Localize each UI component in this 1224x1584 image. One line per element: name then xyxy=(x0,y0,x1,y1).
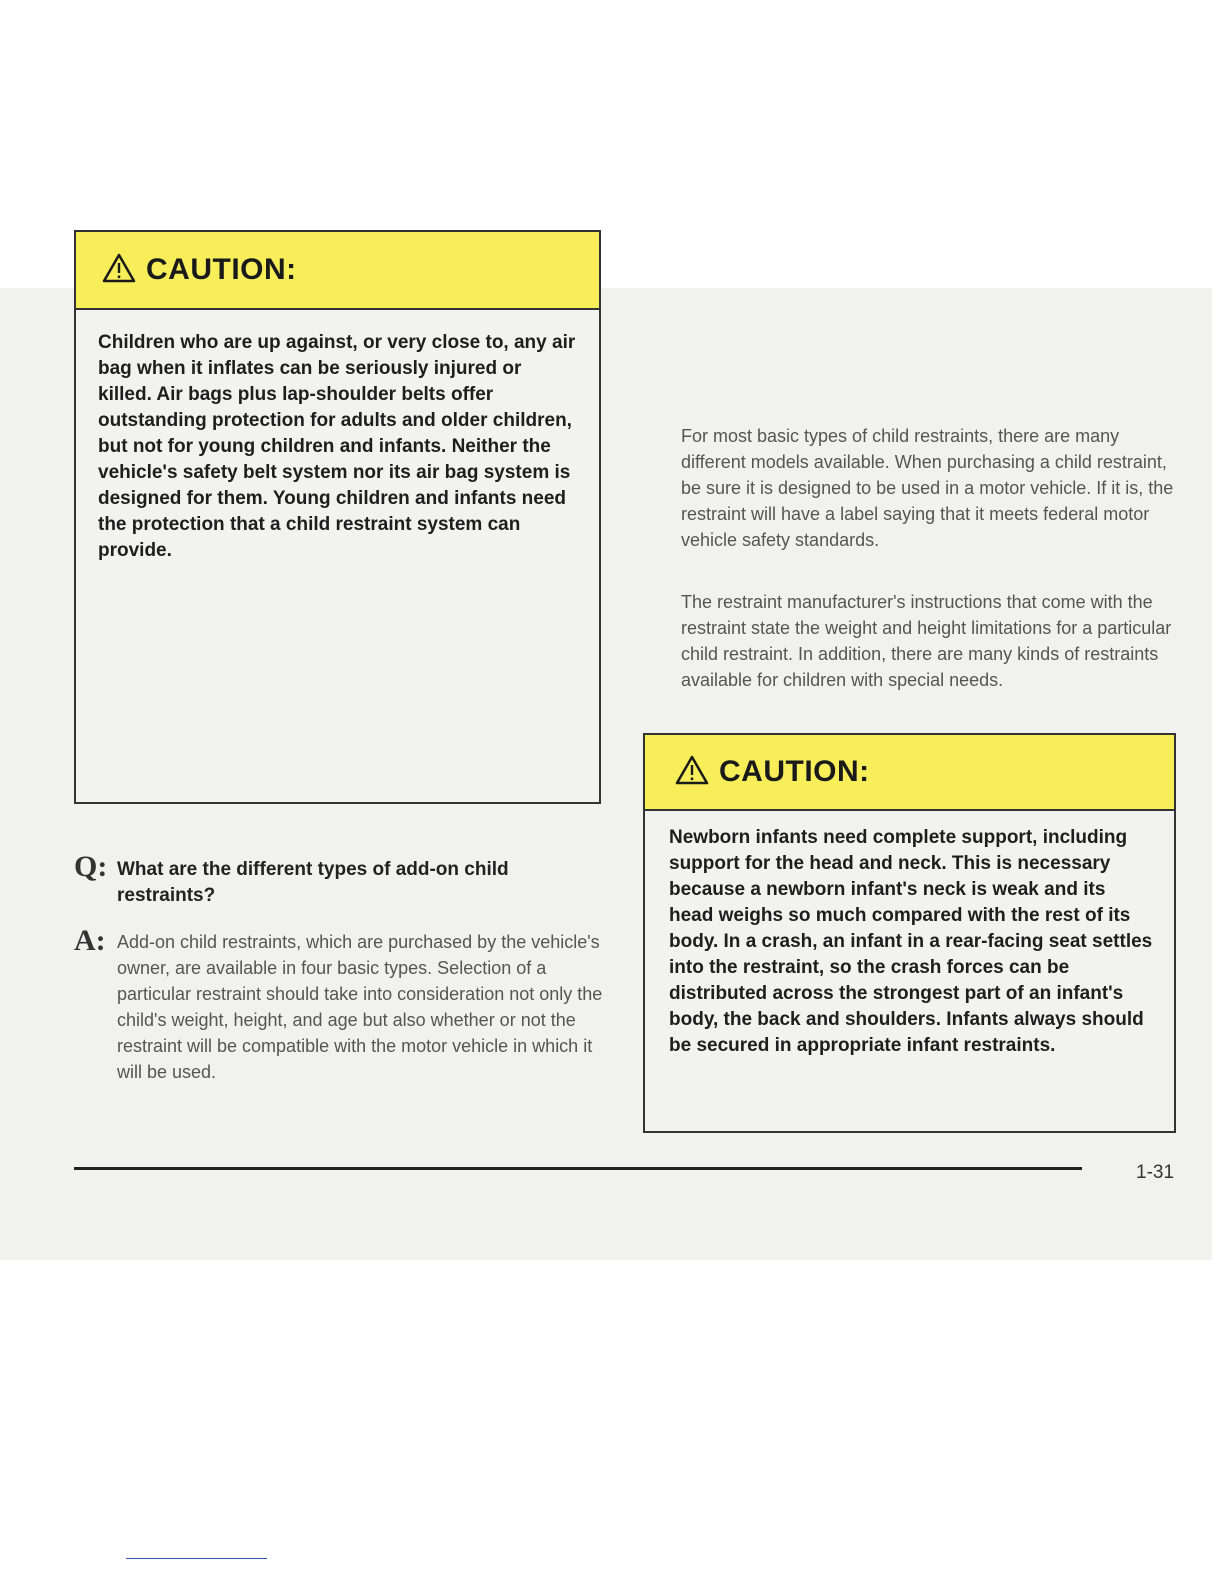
caution-box-air-bag xyxy=(74,230,601,804)
page-number: 1-31 xyxy=(1136,1162,1175,1183)
question-text: What are the different types of add-on child restraints? xyxy=(117,859,509,906)
caution-box-newborn xyxy=(643,733,1176,1133)
warning-triangle-icon xyxy=(102,253,136,288)
answer-letter: A: xyxy=(74,924,106,957)
caution-text: Children who are up against, or very close to, any air bag when it inflates can be seriously injured or killed. Air bags plus lap-shoulder belts offer outstanding protection for adults and older children, but not for young children and infants. Neither the vehicle's safety belt system nor its air bag system is designed for them. Young children and infants need the protection that a child restraint system can provide. xyxy=(98,332,576,561)
footer-rule xyxy=(74,1167,1082,1170)
paragraph-models: For most basic types of child restraints, there are many different models available. When purchasing a child restraint, be sure it is designed to be used in a motor vehicle. If it is, the restraint will have a label saying that it meets federal motor vehicle safety standards. xyxy=(681,426,1174,550)
caution-text: Newborn infants need complete support, including support for the head and neck. This is necessary because a newborn infant's neck is weak and its head weighs so much compared with the rest of its body. In a crash, an infant in a rear-facing seat settles into the restraint, so the crash forces can be distributed across the strongest part of an infant's body, the back and shoulders. Infants always should be secured in appropriate infant restraints. xyxy=(669,827,1153,1056)
caution-title: CAUTION: xyxy=(719,755,870,788)
footer-link-underline[interactable] xyxy=(126,1558,267,1559)
warning-triangle-icon xyxy=(675,755,709,790)
caution-title: CAUTION: xyxy=(146,253,297,286)
caution-header xyxy=(76,232,599,310)
caution-header xyxy=(645,735,1174,811)
question-letter: Q: xyxy=(74,850,108,883)
paragraph-instructions: The restraint manufacturer's instructions that come with the restraint state the weight and height limitations for a particular child restraint. In addition, there are many kinds of restraints available for children with special needs. xyxy=(681,592,1172,690)
answer-text: Add-on child restraints, which are purchased by the vehicle's owner, are available in four basic types. Selection of a particular restraint should take into consideration not only the child's weight, height, and age but also whether or not the restraint will be compatible with the motor vehicle in which it will be used. xyxy=(117,932,603,1082)
